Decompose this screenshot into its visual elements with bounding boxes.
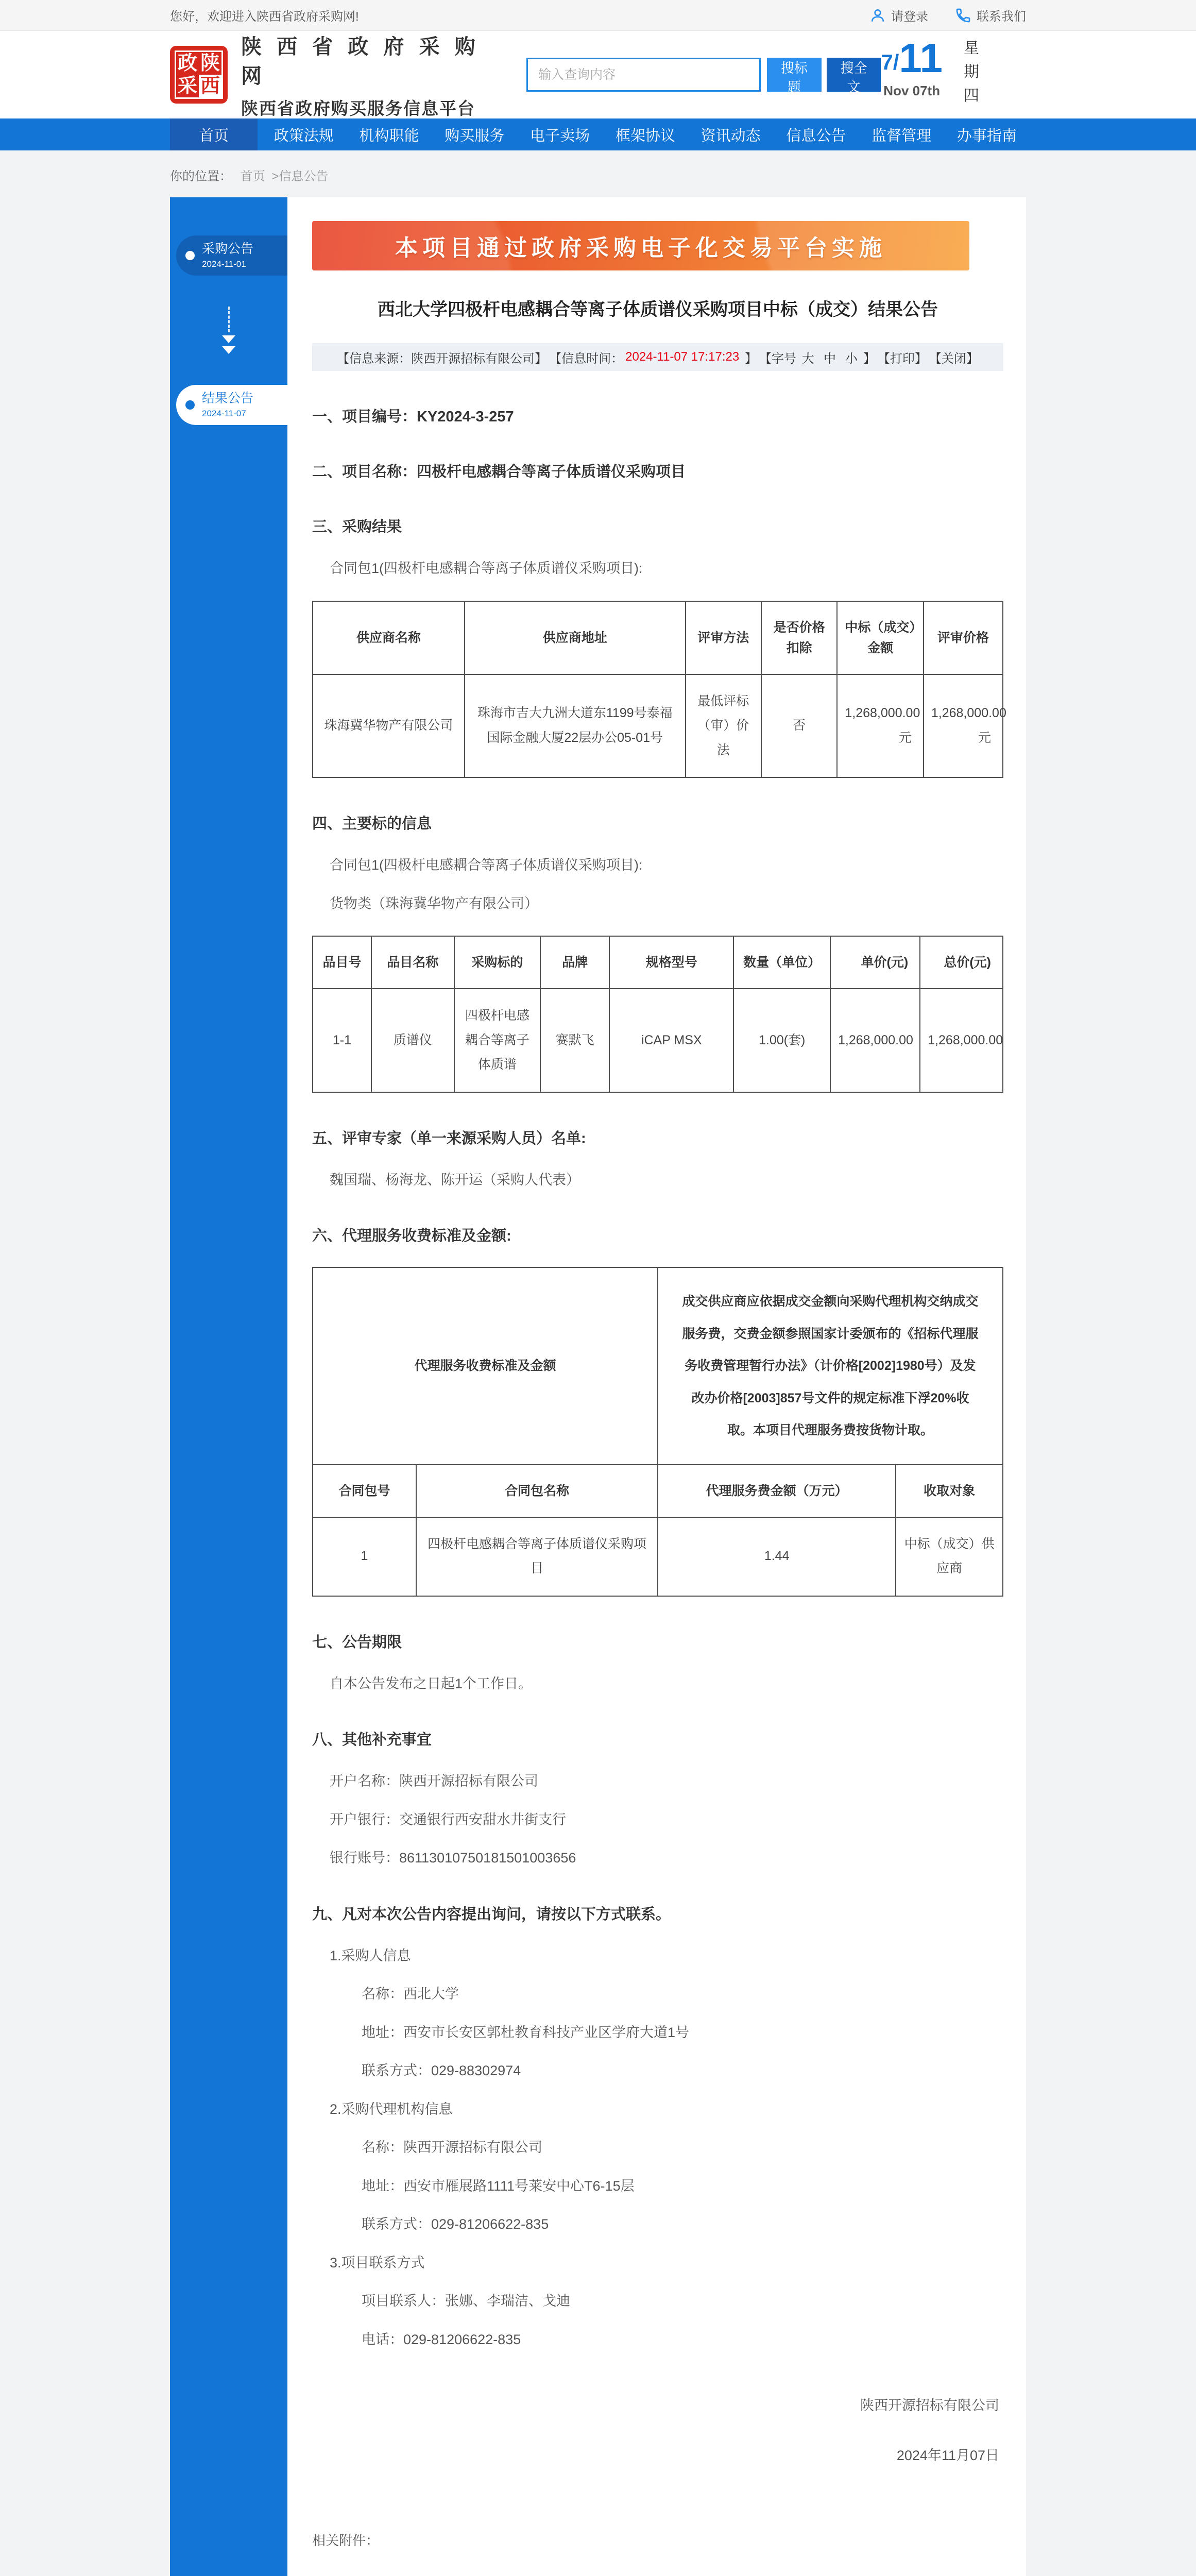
col-header: 品目名称 [371, 936, 454, 989]
model-cell: iCAP MSX [609, 989, 733, 1092]
date-english: Nov 07th [883, 83, 941, 98]
package-name-cell: 四极杆电感耦合等离子体质谱仪采购项目 [416, 1517, 658, 1596]
col-header: 代理服务费金额（万元） [658, 1465, 896, 1517]
login-link[interactable] [869, 6, 928, 24]
platform-banner [312, 221, 969, 270]
table-header-row [313, 601, 1003, 674]
timeline-dot-icon [185, 400, 195, 410]
contact-link[interactable] [955, 6, 1026, 24]
print-button[interactable]: 【打印】 [877, 351, 927, 366]
sidebar-item-procurement-notice[interactable] [176, 235, 287, 276]
search-bar [526, 58, 881, 95]
package-no-cell: 1 [313, 1517, 416, 1596]
purchaser-info-heading: 1.采购人信息 [330, 1947, 411, 1963]
section-4-heading: 四、主要标的信息 [312, 816, 432, 832]
section-7-heading: 七、公告期限 [312, 1634, 402, 1651]
logo-char: 政 [177, 53, 197, 74]
nav-item-framework[interactable]: 框架协议 [615, 127, 675, 144]
item-no-cell: 1-1 [313, 989, 371, 1092]
col-header: 采购标的 [454, 936, 541, 989]
sidebar-item-date: 2024-11-01 [202, 259, 246, 269]
table-row [313, 989, 1003, 1092]
table-header-row [313, 936, 1003, 989]
timeline-dot-icon [185, 251, 195, 260]
col-header: 总价(元) [920, 936, 1003, 989]
meta-time-label: 【信息时间： [549, 351, 624, 366]
user-icon [869, 7, 886, 24]
supplier-name-cell: 珠海冀华物产有限公司 [313, 674, 465, 778]
price-deduction-cell: 否 [761, 674, 837, 778]
nav-item-home[interactable]: 首页 [170, 118, 258, 150]
site-logo [170, 46, 228, 104]
col-header: 供应商地址 [465, 601, 686, 674]
purchaser-name-line: 名称：西北大学 [362, 1986, 459, 2002]
table-header-row [313, 1465, 1003, 1517]
review-method-cell: 最低评标（审）价法 [686, 674, 761, 778]
purchaser-address-line: 地址：西安市长安区郭杜教育科技产业区学府大道1号 [362, 2024, 690, 2040]
top-bar [0, 0, 1196, 31]
unit-price-cell: 1,268,000.00 [830, 989, 920, 1092]
supplier-result-table [312, 601, 1006, 778]
nav-item-guide[interactable]: 办事指南 [956, 127, 1017, 144]
nav-item-purchase-services[interactable]: 购买服务 [445, 127, 505, 144]
section-4-note-1: 合同包1(四极杆电感耦合等离子体质谱仪采购项目): [330, 857, 643, 873]
agency-info-heading: 2.采购代理机构信息 [330, 2101, 453, 2117]
section-2-heading: 二、项目名称：四极杆电感耦合等离子体质谱仪采购项目 [312, 464, 686, 480]
project-contact-heading: 3.项目联系方式 [330, 2255, 425, 2270]
col-header: 评审价格 [924, 601, 1003, 674]
fontsize-small-button[interactable]: 小 [845, 351, 858, 366]
nav-item-emall[interactable]: 电子卖场 [530, 127, 590, 144]
breadcrumb-label: 你的位置： [170, 170, 232, 183]
nav-item-functions[interactable]: 机构职能 [359, 127, 419, 144]
section-4-note-2: 货物类（珠海冀华物产有限公司） [330, 895, 538, 911]
meta-fontsize-label: 【字号 [759, 351, 796, 366]
search-title-button[interactable]: 搜标题 [767, 58, 822, 92]
agency-fee-amount-cell: 1.44 [658, 1517, 896, 1596]
signature-date: 2024年11月07日 [896, 2448, 999, 2463]
site-name: 陕 西 省 政 府 采 购 网 [241, 35, 480, 88]
attachments-label: 相关附件： [312, 2533, 380, 2548]
section-3-heading: 三、采购结果 [312, 519, 402, 535]
logo-char: 陕 [200, 53, 220, 74]
bank-name-line: 开户银行：交通银行西安甜水井街支行 [330, 1811, 566, 1827]
site-header [0, 31, 1196, 118]
search-fulltext-button[interactable]: 搜全文 [827, 58, 881, 92]
date-day: 11 [899, 35, 943, 81]
sidebar-item-date: 2024-11-07 [202, 408, 246, 418]
welcome-text: 您好，欢迎进入陕西省政府采购网! [170, 10, 359, 24]
nav-item-policies[interactable]: 政策法规 [274, 127, 334, 144]
signature-company: 陕西开源招标有限公司 [860, 2398, 999, 2413]
sidebar-item-result-notice[interactable] [176, 385, 287, 425]
col-header: 供应商名称 [313, 601, 465, 674]
col-header: 合同包号 [313, 1465, 416, 1517]
section-7-note: 自本公告发布之日起1个工作日。 [330, 1675, 533, 1691]
fontsize-large-button[interactable]: 大 [801, 351, 814, 366]
logo-char: 西 [199, 75, 221, 97]
col-header: 规格型号 [609, 936, 733, 989]
section-3-note: 合同包1(四极杆电感耦合等离子体质谱仪采购项目): [330, 561, 643, 576]
table-row [313, 1517, 1003, 1596]
section-5-heading: 五、评审专家（单一来源采购人员）名单: [312, 1130, 586, 1147]
nav-item-supervision[interactable]: 监督管理 [872, 127, 932, 144]
nav-item-news[interactable]: 资讯动态 [700, 127, 761, 144]
supplier-address-cell: 珠海市吉大九洲大道东1199号泰福国际金融大厦22层办公05-01号 [465, 674, 686, 778]
table-row [313, 1267, 1003, 1465]
sidebar-item-title: 结果公告 [202, 391, 254, 406]
agency-address-line: 地址：西安市雁展路1111号莱安中心T6-15层 [362, 2178, 635, 2194]
section-8-heading: 八、其他补充事宜 [312, 1732, 432, 1748]
col-header: 数量（单位） [733, 936, 830, 989]
award-amount-cell: 1,268,000.00元 [837, 674, 924, 778]
col-header: 是否价格扣除 [761, 601, 837, 674]
agency-contact-line: 联系方式：029-81206622-835 [362, 2216, 549, 2232]
contact-label: 联系我们 [977, 10, 1026, 24]
sidebar-item-title: 采购公告 [202, 242, 254, 257]
fontsize-medium-button[interactable]: 中 [823, 351, 836, 366]
site-subtitle: 陕西省政府购买服务信息平台 [241, 98, 475, 118]
attachment-link-pdf[interactable] [327, 2573, 1003, 2576]
agency-name-line: 名称：陕西开源招标有限公司 [362, 2140, 542, 2155]
col-header: 品目号 [313, 936, 371, 989]
banner-text: 本项目通过政府采购电子化交易平台实施 [395, 235, 886, 261]
login-label: 请登录 [891, 10, 928, 24]
col-header: 单价(元) [830, 936, 920, 989]
total-price-cell: 1,268,000.00 [920, 989, 1003, 1092]
agency-fee-label-cell: 代理服务收费标准及金额 [313, 1267, 658, 1465]
breadcrumb-home-link[interactable]: 首页 [240, 170, 265, 183]
col-header: 中标（成交）金额 [837, 601, 924, 674]
meta-source: 【信息来源：陕西开源招标有限公司】 [337, 351, 548, 366]
article-title: 西北大学四极杆电感耦合等离子体质谱仪采购项目中标（成交）结果公告 [378, 300, 938, 319]
col-header: 评审方法 [686, 601, 761, 674]
project-contact-person-line: 项目联系人：张娜、李瑞洁、戈迪 [362, 2293, 570, 2309]
account-name-line: 开户名称：陕西开源招标有限公司 [330, 1773, 538, 1789]
meta-fontsize-end: 】 [863, 351, 876, 366]
article-main [287, 197, 1026, 2576]
meta-time-end: 】 [741, 351, 757, 366]
col-header: 品牌 [540, 936, 609, 989]
quantity-cell: 1.00(套) [733, 989, 830, 1092]
agency-fee-desc-cell: 成交供应商应依据成交金额向采购代理机构交纳成交服务费，交费金额参照国家计委颁布的《招标代理服务收费管理暂行办法》（计价格[2002]1980号）及发改办价格[2003]857号文件的规定标准下浮20%收取。本项目代理服务费按货物计取。 [658, 1267, 1003, 1465]
phone-icon [955, 7, 971, 24]
project-phone-line: 电话：029-81206622-835 [362, 2331, 521, 2347]
section-1-heading: 一、项目编号：KY2024-3-257 [312, 409, 514, 425]
subject-matter-table [312, 936, 1003, 1093]
fee-payer-cell: 中标（成交）供应商 [896, 1517, 1003, 1596]
section-6-heading: 六、代理服务收费标准及金额: [312, 1228, 511, 1244]
brand-cell: 赛默飞 [540, 989, 609, 1092]
logo-char: 采 [177, 75, 197, 97]
close-button[interactable]: 【关闭】 [929, 351, 979, 366]
table-row [313, 674, 1003, 778]
procurement-subject-cell: 四极杆电感耦合等离子体质谱 [454, 989, 541, 1092]
agency-fee-table [312, 1267, 1003, 1597]
meta-time-value: 2024-11-07 17:17:23 [625, 350, 740, 364]
col-header: 合同包名称 [416, 1465, 658, 1517]
review-price-cell: 1,268,000.00元 [924, 674, 1003, 778]
article-meta-bar [312, 343, 1003, 371]
breadcrumb [0, 150, 1196, 197]
col-header: 收取对象 [896, 1465, 1003, 1517]
section-5-note: 魏国瑞、杨海龙、陈开运（采购人代表） [330, 1172, 580, 1188]
timeline-sidebar [170, 197, 287, 2576]
date-widget [881, 35, 1026, 111]
search-input[interactable] [526, 58, 761, 92]
bank-account-line: 银行账号：86113010750181501003656 [330, 1850, 576, 1866]
section-9-heading: 九、凡对本次公告内容提出询问，请按以下方式联系。 [312, 1906, 671, 1923]
item-name-cell: 质谱仪 [371, 989, 454, 1092]
breadcrumb-current: >信息公告 [271, 170, 329, 183]
purchaser-contact-line: 联系方式：029-88302974 [362, 2063, 521, 2078]
timeline-arrow-down-icon [170, 307, 287, 354]
date-weekday: 星期四 [961, 40, 978, 111]
nav-item-announcements[interactable]: 信息公告 [786, 127, 846, 144]
date-month: 7/ [881, 50, 899, 75]
main-nav [0, 118, 1196, 150]
